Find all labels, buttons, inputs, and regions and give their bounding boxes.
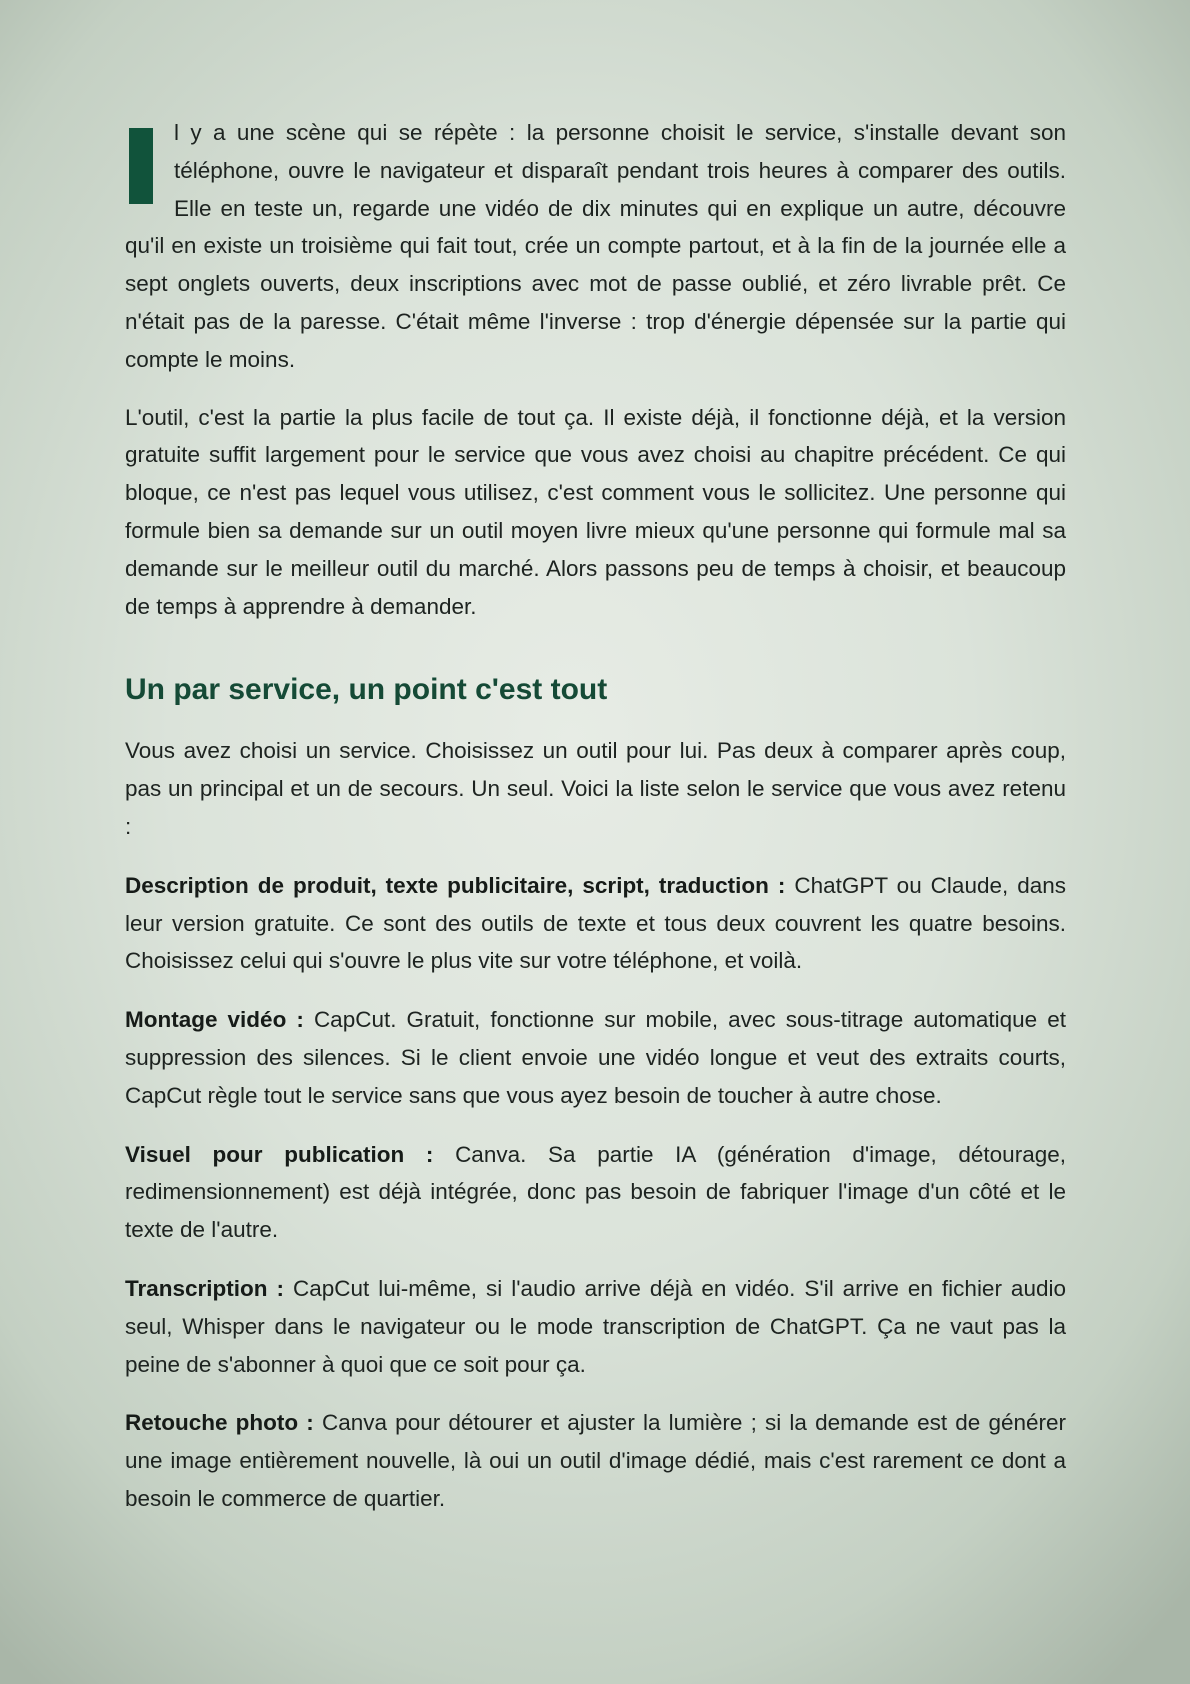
list-item-label: Retouche photo : [125,1410,314,1436]
drop-cap: I [129,128,153,204]
list-item-label: Transcription : [125,1275,285,1301]
list-item-text: ChatGPT ou Claude, dans leur version gratuite. Ce sont des outils de texte et tous deux couvrent les quatre besoins. Choisissez celui qui s'ouvre le plus vite sur votre téléphone, et voilà. [125,872,1066,974]
list-item [125,1001,1066,1114]
list-item-text: CapCut lui-même, si l'audio arrive déjà en vidéo. S'il arrive en fichier audio seul, Whisper dans le navigateur ou le mode transcription de ChatGPT. Ça ne vaut pas la peine de s'abonner à quoi que ce soit pour ça. [125,1275,1066,1377]
section-lead-paragraph: Vous avez choisi un service. Choisissez un outil pour lui. Pas deux à comparer après coup, pas un principal et un de secours. Un seul. Voici la liste selon le service que vous avez retenu : [125,738,1066,839]
list-item [125,867,1066,980]
list-item [125,1270,1066,1383]
list-item-label: Description de produit, texte publicitaire, script, traduction : [125,872,786,898]
section-heading: Un par service, un point c'est tout [125,673,608,707]
list-item-label: Visuel pour publication : [125,1141,434,1167]
list-item-text: Canva. Sa partie IA (génération d'image, détourage, redimensionnement) est déjà intégrée, donc pas besoin de fabriquer l'image d'un côté et le texte de l'autre. [125,1141,1066,1243]
list-item [125,1136,1066,1249]
list-item-text: Canva pour détourer et ajuster la lumière ; si la demande est de générer une image entièrement nouvelle, là oui un outil d'image dédié, mais c'est rarement ce dont a besoin le commerce de quartier. [125,1410,1066,1511]
intro-paragraph-1 [125,114,1066,379]
list-item [125,1404,1066,1517]
document-page [125,114,1066,1518]
list-item-text: CapCut. Gratuit, fonctionne sur mobile, avec sous-titrage automatique et suppression des silences. Si le client envoie une vidéo longue et veut des extraits courts, CapCut règle tout le service sans que vous ayez besoin de toucher à autre chose. [125,1007,1066,1108]
list-item-label: Montage vidéo : [125,1007,304,1033]
intro-paragraph-1-text: l y a une scène qui se répète : la personne choisit le service, s'installe devant son téléphone, ouvre le navigateur et disparaît pendant trois heures à comparer des outils. Elle en teste un, regarde une vidéo de dix minutes qui en explique un autre, découvre qu'il en existe un troisième qui fait tout, crée un compte partout, et à la fin de la journée elle a sept onglets ouverts, deux inscriptions avec mot de passe oublié, et zéro livrable prêt. Ce n'était pas de la paresse. C'était même l'inverse : trop d'énergie dépensée sur la partie qui compte le moins. [125,120,1066,372]
intro-paragraph-2: L'outil, c'est la partie la plus facile de tout ça. Il existe déjà, il fonctionne déjà, et la version gratuite suffit largement pour le service que vous avez choisi au chapitre précédent. Ce qui bloque, ce n'est pas lequel vous utilisez, c'est comment vous le sollicitez. Une personne qui formule bien sa demande sur un outil moyen livre mieux qu'une personne qui formule mal sa demande sur le meilleur outil du marché. Alors passons peu de temps à choisir, et beaucoup de temps à apprendre à demander. [125,404,1066,619]
